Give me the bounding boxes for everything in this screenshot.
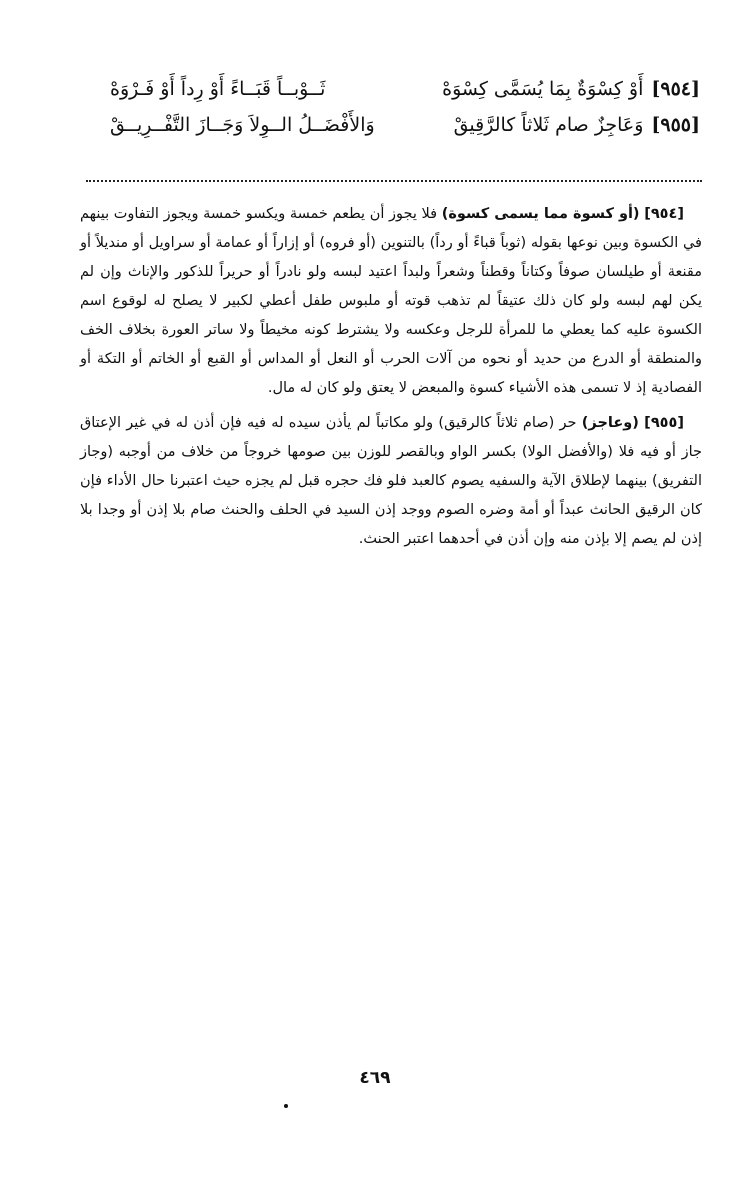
paragraph-number: [٩٥٤] bbox=[644, 206, 685, 222]
page-number: ٤٦٩ bbox=[359, 1068, 391, 1088]
verse-line bbox=[110, 78, 700, 114]
commentary-paragraph bbox=[80, 200, 702, 403]
paragraph-text: حر (صام ثلاثاً كالرقيق) ولو مكاتباً لم يأذن سيده له فيه فإن أذن له في غير الإعتاق جاز أو فيه فلا (والأفضل الولا) بكسر الواو وبالقصر للوزن بين صومها خروجاً من خلاف من أوجبه (وجاز التفريق) بينهما لإطلاق الآية والسفيه يصوم كالعبد فلو فك حجره قبل لم يجزه حيث اعتبرنا حال الأداء فإن كان الرقيق الحانث عبداً أو أمة وضره الصوم ووجد إذن السيد في الحلف والحنث صام بلا إذن أو وجدا بلا إذن لم يصم إلا بإذن منه وإن أذن في أحدهما اعتبر الحنث. bbox=[80, 415, 702, 547]
paragraph-lemma: (وعاجز) bbox=[581, 415, 639, 431]
commentary-paragraph bbox=[80, 409, 702, 554]
stray-dot-mark bbox=[284, 1104, 288, 1108]
paragraph-text: فلا يجوز أن يطعم خمسة ويكسو خمسة ويجوز التفاوت بينهم في الكسوة وبين نوعها بقوله (ثوباً قباءً أو رداً) بالتنوين (أو فروه) أو إزاراً أو عمامة أو سراويل أو منديلاً أو مقنعة أو طيلسان صوفاً وكتاناً وقطناً وشعراً ولبداً اعتيد لبسه ولو نادراً أو حريراً للذكور والإناث وإن لم يكن لهم لبسه ولو كان ذلك عتيقاً لم تذهب قوته أو ملبوس طفل أعطي لكبير لا يصلح له لوقوع اسم الكسوة عليه كما يعطي ما للمرأة للرجل وعكسه ولا يشترط كونه مخيطاً ولا ساتر العورة بخلاف الخف والمنطقة أو الدرع من حديد أو نحوه من آلات الحرب أو النعل أو المداس أو القبع أو الخاتم أو التكة أو الفصادية إذ لا تسمى هذه الأشياء كسوة والمبعض لا يعتق ولو كان له مال. bbox=[80, 206, 702, 396]
verse-second-hemistich: وَالأَفْضَــلُ الــوِلاَ وَجَــازَ التَّفْــرِيــقْ bbox=[110, 114, 375, 136]
commentary-block bbox=[80, 200, 702, 560]
dotted-divider bbox=[86, 180, 702, 182]
verse-line bbox=[110, 114, 700, 150]
verse-second-hemistich: ثَــوْبــاً قَبَــاءً أَوْ رِداً أَوْ فَـرْوَهْ bbox=[110, 78, 326, 100]
paragraph-lemma: (أو كسوة مما يسمى كسوة) bbox=[441, 206, 640, 222]
verse-first-hemistich: وَعَاجِزٌ صام ثَلاثاً كالرَّقِيقْ bbox=[453, 114, 644, 136]
verse-first-hemistich: أَوْ كِسْوَةٌ بِمَا يُسَمَّى كِسْوَهْ bbox=[442, 78, 644, 100]
verse-number: [٩٥٥] bbox=[651, 114, 700, 136]
verse-number: [٩٥٤] bbox=[651, 78, 700, 100]
verse-block bbox=[110, 78, 700, 150]
paragraph-number: [٩٥٥] bbox=[644, 415, 685, 431]
